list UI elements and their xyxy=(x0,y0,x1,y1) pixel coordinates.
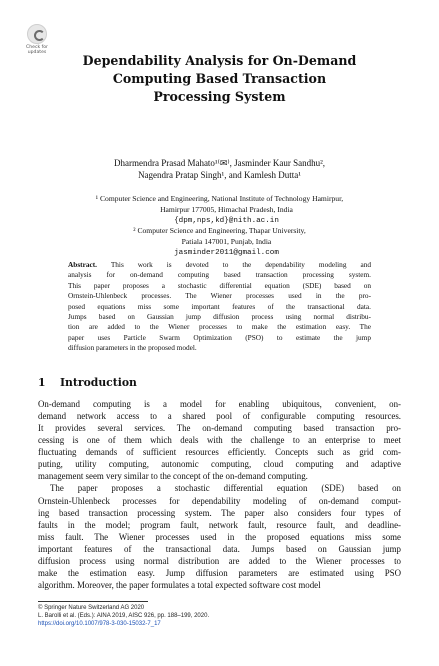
body-line: The paper proposes a stochastic differential equation (SDE) based on xyxy=(50,483,401,494)
authors-line: Dharmendra Prasad Mahato¹⁽✉⁾, Jasminder Kaur Sandhu², xyxy=(113,158,326,168)
body-text xyxy=(38,398,401,591)
copyright-footer xyxy=(38,604,209,629)
body-line: puting, utility computing, autonomic computing, cloud computing and adaptive xyxy=(38,459,401,470)
affiliation-line: Patiala 147001, Punjab, India xyxy=(181,237,272,247)
section-heading xyxy=(38,376,137,389)
body-line: algorithm. Moreover, the paper formulates a total expected software cost model xyxy=(38,579,321,590)
title-line: Computing Based Transaction xyxy=(112,71,327,86)
abstract-text: This work is devoted to the dependability modeling and xyxy=(96,260,371,269)
abstract-line: Ornstein-Uhlenbeck processes. The Wiener processes used in the pro- xyxy=(68,291,371,301)
affiliations xyxy=(40,194,399,259)
paper-title xyxy=(40,52,399,106)
body-line: faults in the model; program fault, network fault, resource fault, and deadline- xyxy=(38,519,401,530)
affiliation-line: Hamirpur 177005, Himachal Pradesh, India xyxy=(160,204,293,214)
title-line: Processing System xyxy=(153,89,286,104)
body-line: It provides several services. The on-demand computing based transaction pro- xyxy=(38,423,401,434)
citation-line: L. Barolli et al. (Eds.): AINA 2019, AISC 926, pp. 188–199, 2020. xyxy=(38,613,210,620)
abstract-line: tion are added to the Wiener processes to make the estimation easy. The xyxy=(68,322,371,332)
abstract-line: paper uses Particle Swarm Optimization (PSO) to estimate the jump xyxy=(68,332,371,342)
body-line: diffusion process using normal distribution are added to the Wiener processes to xyxy=(38,555,401,566)
body-line: important features of the transactional data. Jumps based on Gaussian jump xyxy=(38,543,401,554)
title-line: Dependability Analysis for On-Demand xyxy=(82,53,357,68)
abstract-line: analysis for on-demand computing based transaction processing system. xyxy=(68,270,371,280)
check-updates-icon xyxy=(27,24,47,44)
abstract-line xyxy=(68,260,371,270)
body-line: On-demand computing is a model for enabling ubiquitous, convenient, on- xyxy=(38,399,401,409)
body-line: miss fault. The Wiener processes used in the proposed equations miss some xyxy=(38,531,401,542)
doi-link[interactable]: https://doi.org/10.1007/978-3-030-15032-7_17 xyxy=(38,621,161,628)
abstract-label: Abstract. xyxy=(68,260,97,269)
copyright-line: © Springer Nature Switzerland AG 2020 xyxy=(38,605,145,611)
abstract xyxy=(68,260,371,354)
abstract-line: posed equations miss some important features of the transactional data. xyxy=(68,301,371,311)
badge-label: Check for updates xyxy=(26,45,48,56)
abstract-line: This paper proposes a stochastic differential equation (SDE) based on xyxy=(68,280,371,290)
body-line: Ornstein-Uhlenbeck processes for dependability modeling of on-demand comput- xyxy=(38,495,401,506)
abstract-line: diffusion parameters in the proposed model. xyxy=(68,343,197,353)
abstract-line: Jumps based on Gaussian jump diffusion process using normal distribu- xyxy=(68,312,371,322)
section-title: Introduction xyxy=(60,376,137,389)
authors-line: Nagendra Pratap Singh¹, and Kamlesh Dutta¹ xyxy=(138,170,301,180)
author-email[interactable]: jasminder2011@gmail.com xyxy=(174,248,279,257)
body-line: management seem very similar to the concept of the on-demand computing. xyxy=(38,471,308,482)
section-number: 1 xyxy=(38,376,46,389)
author-email[interactable]: {dpm,nps,kd}@nith.ac.in xyxy=(174,216,279,225)
affiliation-line: ² Computer Science and Engineering, Thapar University, xyxy=(133,226,306,236)
affiliation-line: ¹ Computer Science and Engineering, National Institute of Technology Hamirpur, xyxy=(95,194,344,203)
body-line: make the estimation easy. Jump diffusion parameters are estimated using PSO xyxy=(38,567,401,578)
body-line: cessing is one of them which deals with the challenge to an enterprise to meet xyxy=(38,435,401,446)
author-list xyxy=(40,157,399,181)
body-line: fluctuating demands of sufficient resources efficiently. Concepts such as grid com- xyxy=(38,447,401,458)
body-line: ing based transaction processing system. The paper also considers four types of xyxy=(38,507,401,518)
body-line: demand network access to a shared pool of configurable computing resources. xyxy=(38,411,401,422)
footnote-rule xyxy=(38,601,148,602)
